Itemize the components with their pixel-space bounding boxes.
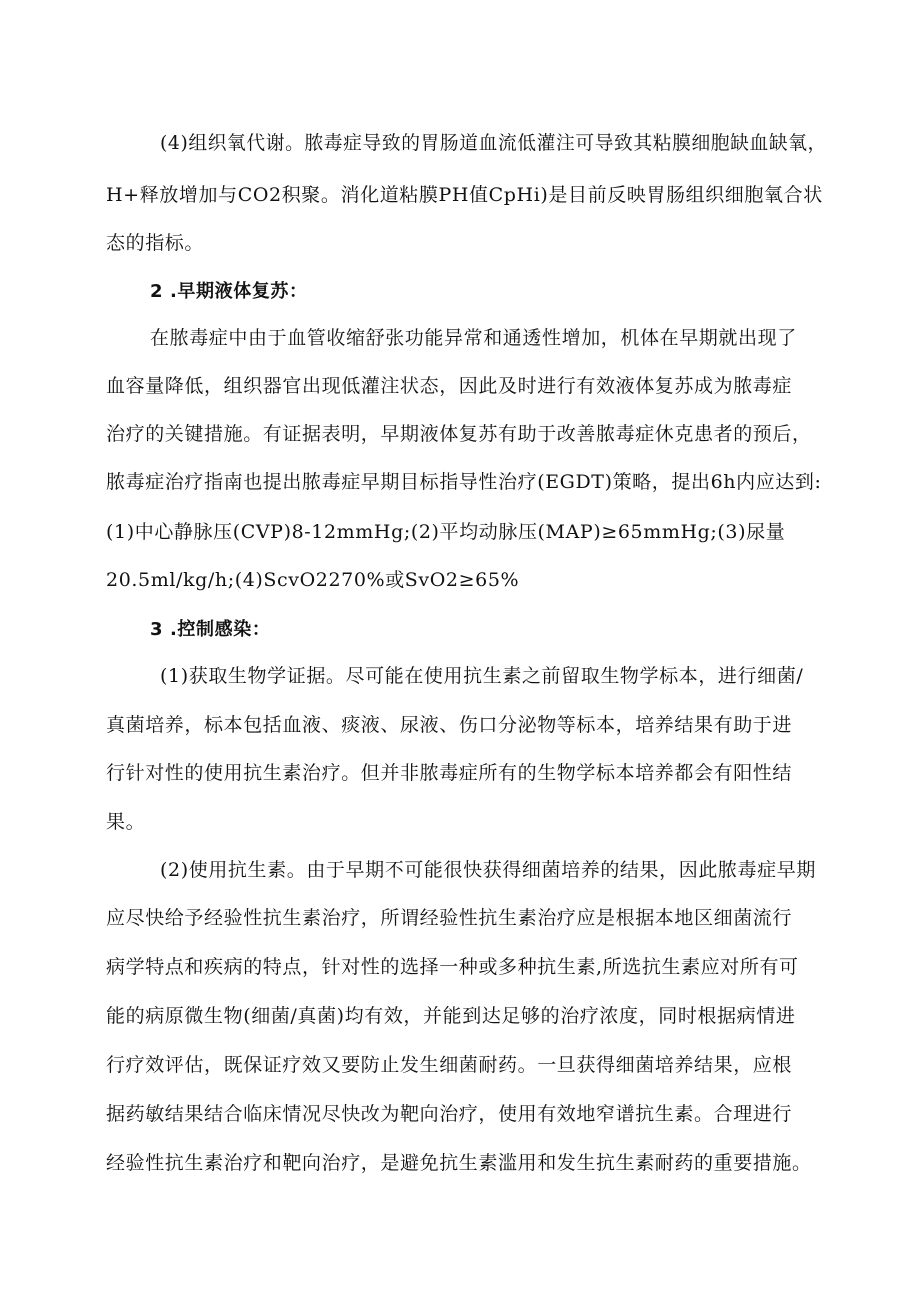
p3-line2: 真菌培养，标本包括血液、痰液、尿液、伤口分泌物等标本，培养结果有助于进 <box>106 714 793 736</box>
section-heading-early-fluid: 2 .早期液体复苏： <box>150 281 308 302</box>
p2-line1: 在脓毒症中由于血管收缩舒张功能异常和通透性增加，机体在早期就出现了 <box>150 327 797 349</box>
p1-line3: 态的指标。 <box>106 232 205 254</box>
p2-line6: 20.5ml/kg/h;(4)ScvO2270%或SvO2≥65% <box>106 569 520 591</box>
p2-line3: 治疗的关键措施。有证据表明，早期液体复苏有助于改善脓毒症休克患者的预后， <box>106 423 812 445</box>
p3-line1: (1)获取生物学证据。尽可能在使用抗生素之前留取生物学标本，进行细菌/ <box>160 665 804 687</box>
p1-line2: H+释放增加与CO2积聚。消化道粘膜PH值CpHi)是目前反映胃肠组织细胞氧合状 <box>106 184 823 206</box>
p2-line5: (1)中心静脉压(CVP)8-12mmHg;(2)平均动脉压(MAP)≥65mmHg;(3)尿量 <box>106 521 786 543</box>
p4-line1: (2)使用抗生素。由于早期不可能很快获得细菌培养的结果，因此脓毒症早期 <box>160 859 816 881</box>
p3-line3: 行针对性的使用抗生素治疗。但并非脓毒症所有的生物学标本培养都会有阳性结 <box>106 762 793 784</box>
p1-line1: (4)组织氧代谢。脓毒症导致的胃肠道血流低灌注可导致其粘膜细胞缺血缺氧， <box>160 133 827 154</box>
p4-line3: 病学特点和疾病的特点，针对性的选择一种或多种抗生素,所选抗生素应对所有可 <box>106 956 799 978</box>
p4-line7: 经验性抗生素治疗和靶向治疗，是避免抗生素滥用和发生抗生素耐药的重要措施。 <box>106 1152 812 1174</box>
p4-line2: 应尽快给予经验性抗生素治疗，所谓经验性抗生素治疗应是根据本地区细菌流行 <box>106 907 793 929</box>
p2-line2: 血容量降低，组织器官出现低灌注状态，因此及时进行有效液体复苏成为脓毒症 <box>106 375 793 397</box>
p3-line4: 果。 <box>106 811 146 833</box>
p4-line4: 能的病原微生物(细菌/真菌)均有效，并能到达足够的治疗浓度，同时根据病情进 <box>106 1005 796 1027</box>
p4-line5: 行疗效评估，既保证疗效又要防止发生细菌耐药。一旦获得细菌培养结果，应根 <box>106 1054 793 1076</box>
p2-line4: 脓毒症治疗指南也提出脓毒症早期目标指导性治疗(EGDT)策略，提出6h内应达到: <box>106 471 822 493</box>
section-heading-infection-control: 3 .控制感染： <box>150 619 271 640</box>
p4-line6: 据药敏结果结合临床情况尽快改为靶向治疗，使用有效地窄谱抗生素。合理进行 <box>106 1103 793 1125</box>
